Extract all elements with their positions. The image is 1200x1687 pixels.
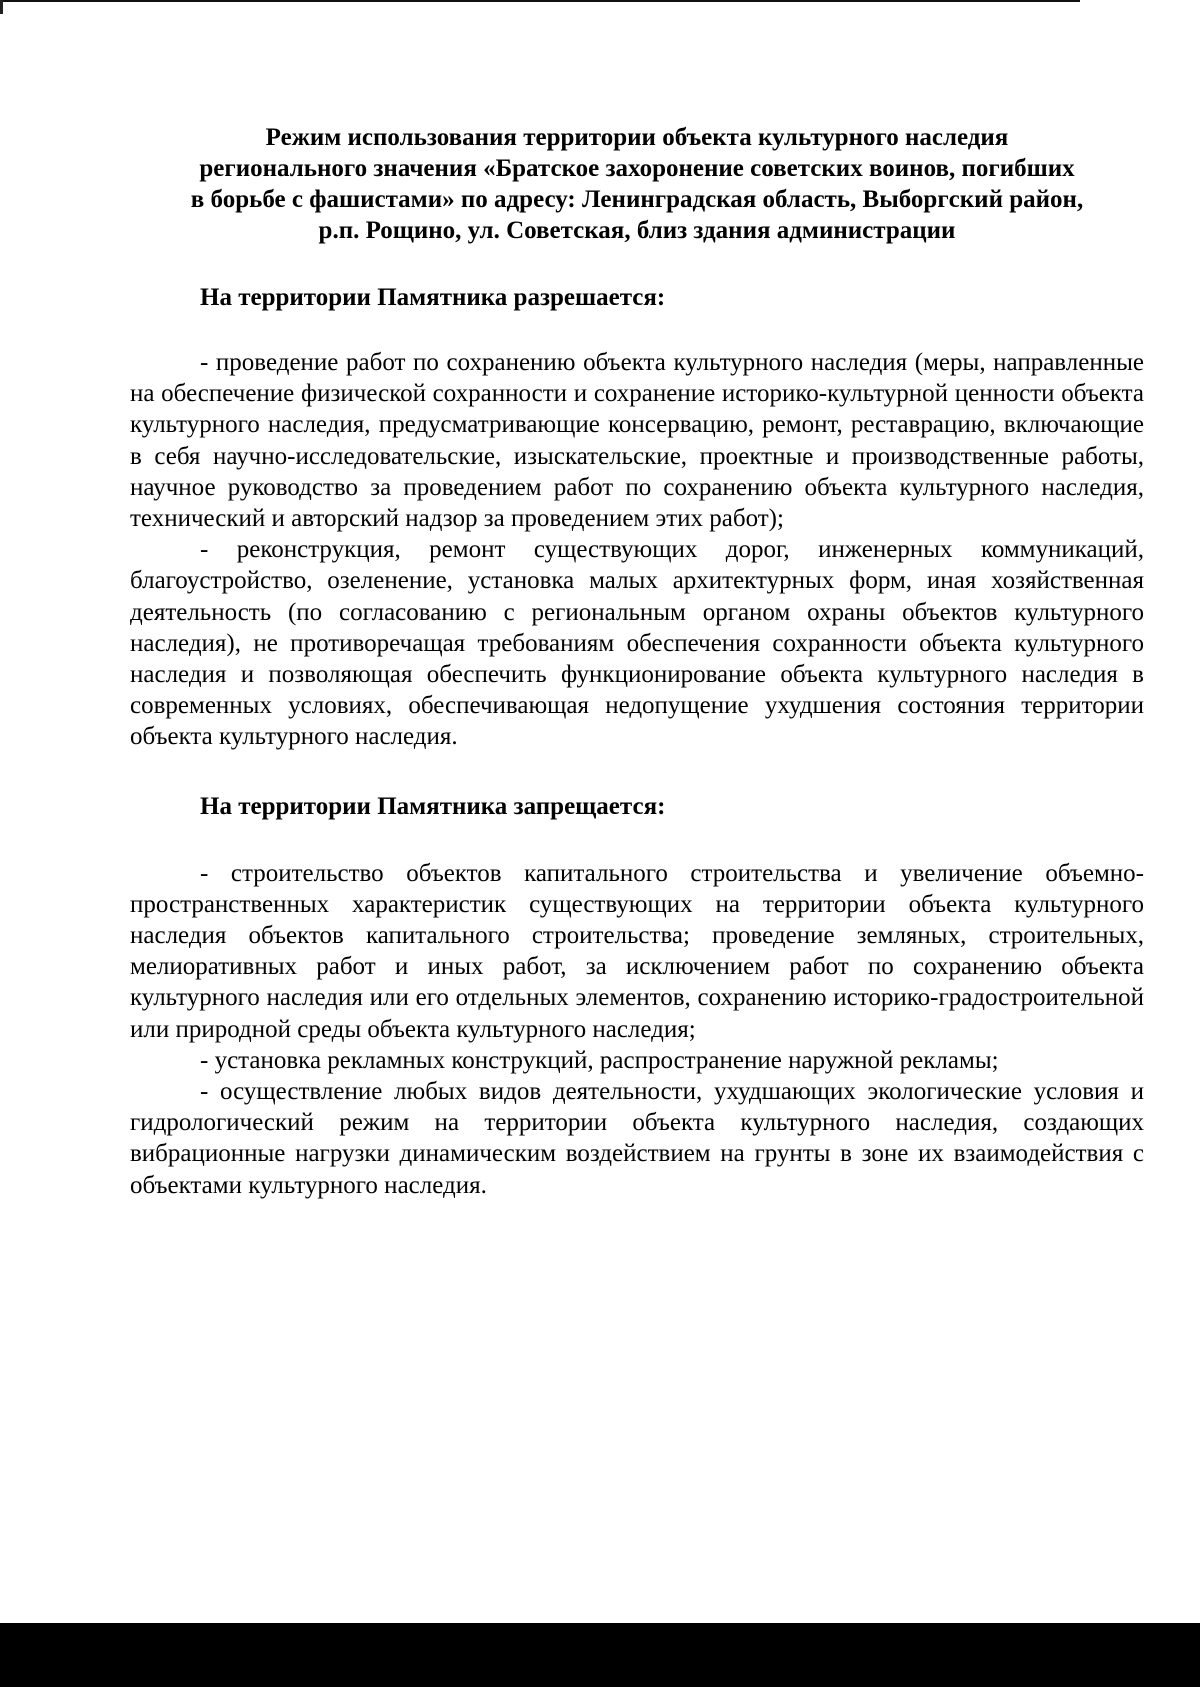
allowed-list	[130, 347, 1144, 753]
forbidden-item: - осуществление любых видов деятельности, ухудшающих экологические условия и гидрологический режим на территории объекта культурного наследия, создающих вибрационные нагрузки динамическим воздействием на грунты в зоне их взаимодействия с объектами культурного наследия.	[130, 1078, 1144, 1199]
document-page	[130, 122, 1144, 1201]
document-title	[130, 122, 1144, 246]
forbidden-item: - установка рекламных конструкций, распространение наружной рекламы;	[200, 1046, 999, 1074]
scan-top-edge	[0, 0, 1200, 16]
allowed-item: - проведение работ по сохранению объекта культурного наследия (меры, направленные на обеспечение физической сохранности и сохранение историко-культурной ценности объекта культурного наследия, предусматривающие консервацию, ремонт, реставрацию, включающие в себя научно-исследовательские, изыскательские, проектные и производственные работы, научное руководство за проведением работ по сохранению объекта культурного наследия, технический и авторский надзор за проведением этих работ);	[130, 349, 1144, 533]
title-line: р.п. Рощино, ул. Советская, близ здания администрации	[318, 217, 956, 244]
allowed-section-heading: На территории Памятника разрешается:	[200, 284, 666, 311]
title-line: Режим использования территории объекта культурного наследия	[265, 124, 1009, 151]
scan-bottom-bar	[0, 1623, 1200, 1687]
scan-edge-line	[0, 0, 1080, 2]
allowed-item: - реконструкция, ремонт существующих дорог, инженерных коммуникаций, благоустройство, озеленение, установка малых архитектурных форм, иная хозяйственная деятельность (по согласованию с региональным органом охраны объектов культурного наследия), не противоречащая требованиям обеспечения сохранности объекта культурного наследия и позволяющая обеспечить функционирование объекта культурного наследия в современных условиях, обеспечивающая недопущение ухудшения состояния территории объекта культурного наследия.	[130, 536, 1144, 751]
title-line: в борьбе с фашистами» по адресу: Ленинградская область, Выборгский район,	[190, 186, 1084, 213]
forbidden-section-heading: На территории Памятника запрещается:	[200, 792, 666, 820]
forbidden-item: - строительство объектов капитального строительства и увеличение объемно-пространственных характеристик существующих на территории объекта культурного наследия объектов капитального строительства; проведение земляных, строительных, мелиоративных работ и иных работ, за исключением работ по сохранению объекта культурного наследия или его отдельных элементов, сохранению историко-градостроительной или природной среды объекта культурного наследия;	[130, 859, 1144, 1043]
scan-edge-corner	[0, 0, 3, 14]
forbidden-list	[130, 858, 1144, 1201]
title-line: регионального значения «Братское захоронение советских воинов, погибших	[199, 155, 1075, 182]
